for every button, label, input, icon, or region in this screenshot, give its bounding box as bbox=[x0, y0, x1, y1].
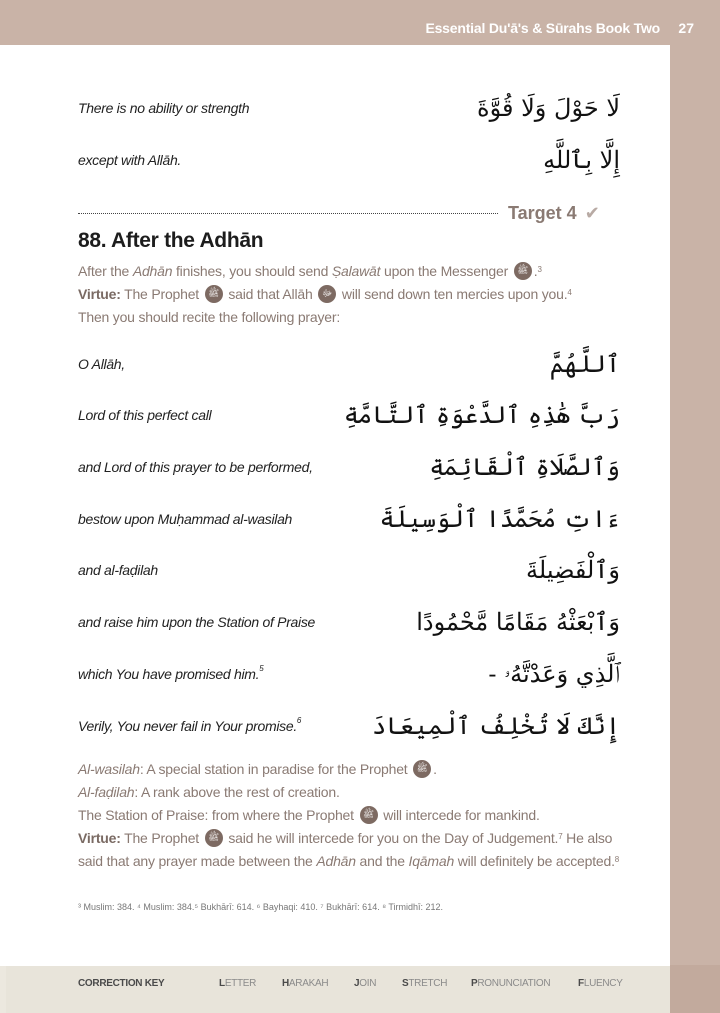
key-fluency: FLUENCY bbox=[578, 978, 623, 989]
intro-line-1: After the Adhān finishes, you should send Ṣalawāt upon the Messenger ﷺ .$^3$ bbox=[78, 260, 638, 283]
opening-verse bbox=[78, 146, 638, 192]
footnote-references: ³ Muslim: 384. ⁴ Muslim: 384.⁵ Bukhārī: 614. ⁶ Bayhaqi: 410. ⁷ Bukhārī: 614. ⁸ Tirmidhī: 212. bbox=[78, 902, 444, 912]
side-strip-footer bbox=[670, 965, 720, 1013]
notes-paragraph bbox=[78, 758, 638, 873]
section-title: 88. After the Adhān bbox=[78, 229, 264, 252]
intro-line-3: Then you should recite the following prayer: bbox=[78, 309, 341, 325]
prayer-line bbox=[78, 660, 638, 706]
prayer-arabic: ٱللَّهُمَّ bbox=[549, 350, 620, 378]
header-band bbox=[0, 0, 720, 45]
prayer-line bbox=[78, 401, 638, 447]
prayer-line bbox=[78, 505, 638, 551]
verse-arabic: لَا حَوْلَ وَلَا قُوَّةَ bbox=[477, 94, 620, 122]
prayer-english: Verily, You never fail in Your promise.$^6$ bbox=[78, 716, 302, 734]
prayer-line bbox=[78, 556, 638, 602]
prayer-english: and raise him upon the Station of Praise bbox=[78, 614, 316, 630]
verse-english: There is no ability or strength bbox=[78, 100, 250, 116]
prayer-english: which You have promised him.$^5$ bbox=[78, 664, 264, 682]
key-stretch: STRETCH bbox=[402, 978, 448, 989]
prayer-english: Lord of this perfect call bbox=[78, 407, 212, 423]
side-strip bbox=[670, 45, 720, 1013]
salawat-seal-icon bbox=[514, 262, 532, 280]
prayer-arabic: رَبَّ هَٰذِهِ ٱلدَّعْوَةِ ٱلتَّامَّةِ bbox=[343, 401, 620, 429]
intro-virtue: Virtue: The Prophet ﷺ said that Allāh ﷻ will send down ten mercies upon you.$^4$ bbox=[78, 283, 638, 306]
page-number: 27 bbox=[678, 20, 694, 36]
subhanahu-seal-icon bbox=[318, 285, 336, 303]
book-title: Essential Du'ā's & Sūrahs Book Two bbox=[425, 20, 660, 36]
note-station: The Station of Praise: from where the Prophet ﷺ will intercede for mankind. bbox=[78, 804, 638, 827]
prayer-line bbox=[78, 608, 638, 654]
prayer-arabic: وَٱبْعَثْهُ مَقَامًا مَّحْمُودًا bbox=[416, 608, 620, 636]
opening-verse bbox=[78, 94, 638, 140]
prayer-english: bestow upon Muḥammad al-wasilah bbox=[78, 511, 293, 527]
prayer-english: and Lord of this prayer to be performed, bbox=[78, 459, 313, 475]
note-virtue: Virtue: The Prophet ﷺ said he will intercede for you on the Day of Judgement.$^7$ He also said that any prayer made between the Adhān and the Iqāmah will definitely be accepted.$^8$ bbox=[78, 827, 638, 873]
key-pronunciation: PRONUNCIATION bbox=[471, 978, 551, 989]
prayer-english: and al-faḍilah bbox=[78, 562, 158, 578]
prayer-arabic: وَٱلْفَضِيلَةَ bbox=[526, 556, 620, 584]
correction-key-bar bbox=[0, 966, 670, 1013]
target-label bbox=[508, 203, 600, 224]
key-letter: LETTER bbox=[219, 978, 257, 989]
prayer-line bbox=[78, 350, 638, 396]
salawat-seal-icon bbox=[360, 806, 378, 824]
key-harakah: HARAKAH bbox=[282, 978, 329, 989]
prayer-arabic: ٱلَّذِي وَعَدْتَّهُۥ - bbox=[488, 660, 620, 688]
prayer-english: O Allāh, bbox=[78, 356, 125, 372]
salawat-seal-icon bbox=[205, 829, 223, 847]
intro-paragraph bbox=[78, 260, 638, 329]
dotted-divider bbox=[78, 213, 498, 214]
prayer-arabic: وَٱلصَّلَاةِ ٱلْقَائِمَةِ bbox=[429, 453, 620, 481]
key-join: JOIN bbox=[354, 978, 377, 989]
salawat-seal-icon bbox=[413, 760, 431, 778]
verse-arabic: إِلَّا بِٱللَّهِ bbox=[543, 146, 620, 174]
prayer-line bbox=[78, 712, 638, 758]
target-text: Target 4 bbox=[508, 203, 577, 223]
prayer-arabic: ءَاتِ مُحَمَّدًا ٱلْوَسِيلَةَ bbox=[379, 505, 620, 533]
prayer-arabic: إِنَّكَ لَا تُخْلِفُ ٱلْمِيعَادَ bbox=[372, 712, 620, 740]
prayer-line bbox=[78, 453, 638, 499]
verse-english: except with Allāh. bbox=[78, 152, 182, 168]
check-icon: ✔ bbox=[584, 203, 600, 223]
note-fadilah: Al-faḍilah: A rank above the rest of creation. bbox=[78, 784, 340, 800]
note-wasilah: Al-wasilah: A special station in paradise for the Prophet ﷺ. bbox=[78, 758, 638, 781]
salawat-seal-icon bbox=[205, 285, 223, 303]
correction-key-label: CORRECTION KEY bbox=[78, 978, 165, 989]
